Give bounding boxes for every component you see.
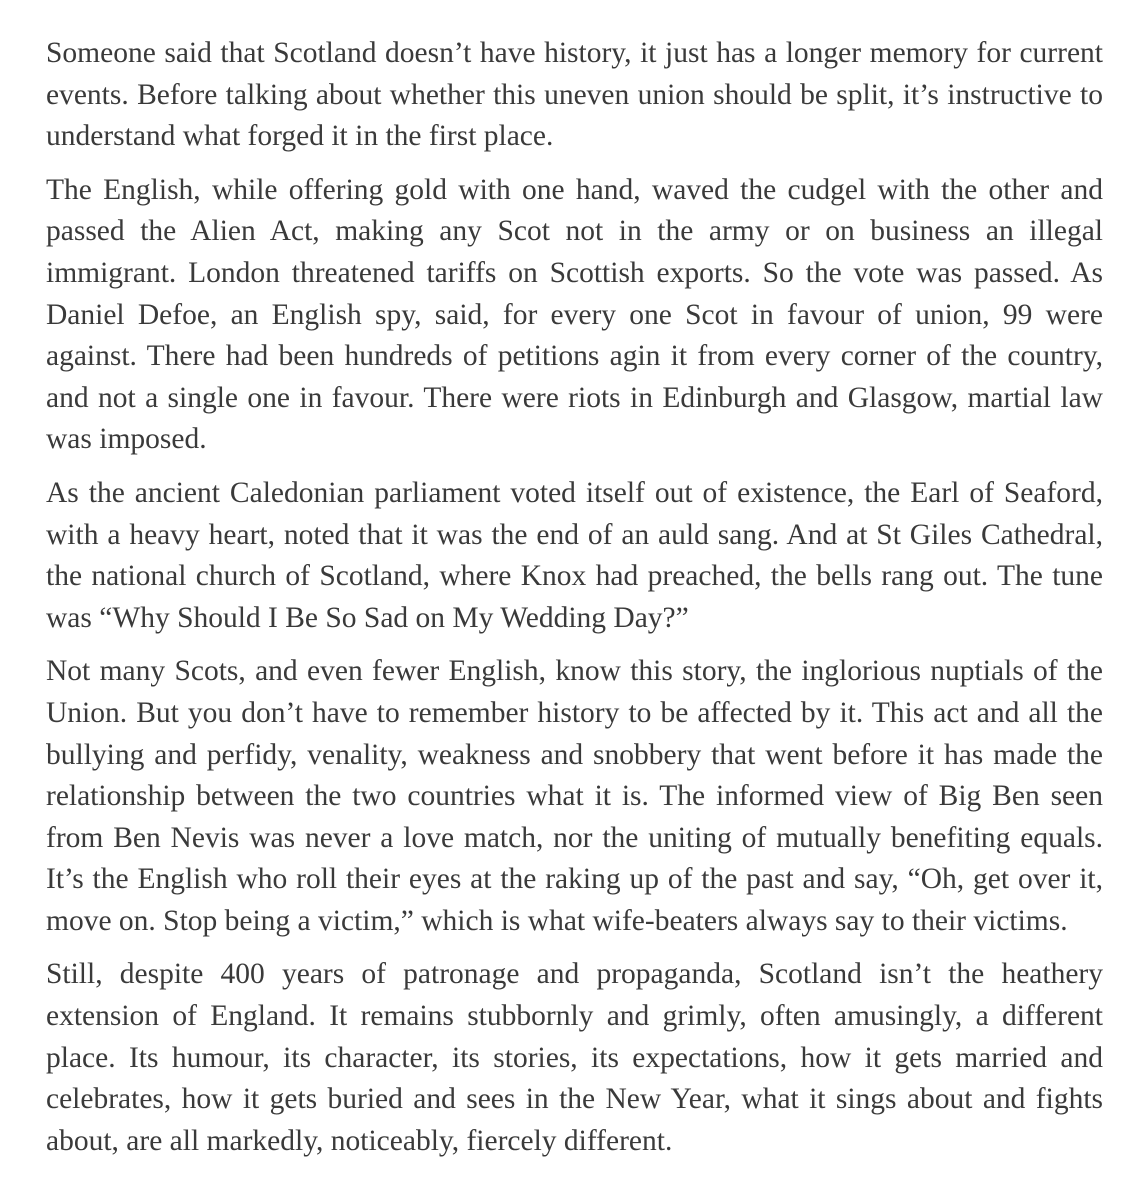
- paragraph-2: The English, while offering gold with one hand, waved the cudgel with the other and passed the Alien Act, making any Scot not in the army or on business an illegal immigrant. London threatened tariffs on Scottish exports. So the vote was passed. As Daniel Defoe, an English spy, said, for every one Scot in favour of union, 99 were against. There had been hundreds of petitions agin it from every corner of the country, and not a single one in favour. There were riots in Edinburgh and Glasgow, martial law was imposed.: [46, 173, 1103, 456]
- paragraph-4: Not many Scots, and even fewer English, know this story, the inglorious nuptials of the Union. But you don’t have to remember history to be affected by it. This act and all the bullying and perfidy, venality, weakness and snobbery that went before it has made the relationship between the two countries what it is. The informed view of Big Ben seen from Ben Nevis was never a love match, nor the uniting of mutually benefiting equals. It’s the English who roll their eyes at the raking up of the past and say, “Oh, get over it, move on. Stop being a victim,” which is what wife-beaters always say to their victims.: [46, 655, 1103, 937]
- paragraph-3: As the ancient Caledonian parliament voted itself out of existence, the Earl of Seaford, with a heavy heart, noted that it was the end of an auld sang. And at St Giles Cathedral, the national church of Scotland, where Knox had preached, the bells rang out. The tune was “Why Should I Be So Sad on My Wedding Day?”: [46, 476, 1103, 634]
- paragraph-5: Still, despite 400 years of patronage and propaganda, Scotland isn’t the heathery extension of England. It remains stubbornly and grimly, often amusingly, a different place. Its humour, its character, its stories, its expectations, how it gets married and celebrates, how it gets buried and sees in the New Year, what it sings about and fights about, are all markedly, noticeably, fiercely different.: [46, 958, 1103, 1157]
- paragraph-1: Someone said that Scotland doesn’t have history, it just has a longer memory for current events. Before talking about whether this uneven union should be split, it’s instructive to understand what forged it in the first place.: [46, 37, 1103, 153]
